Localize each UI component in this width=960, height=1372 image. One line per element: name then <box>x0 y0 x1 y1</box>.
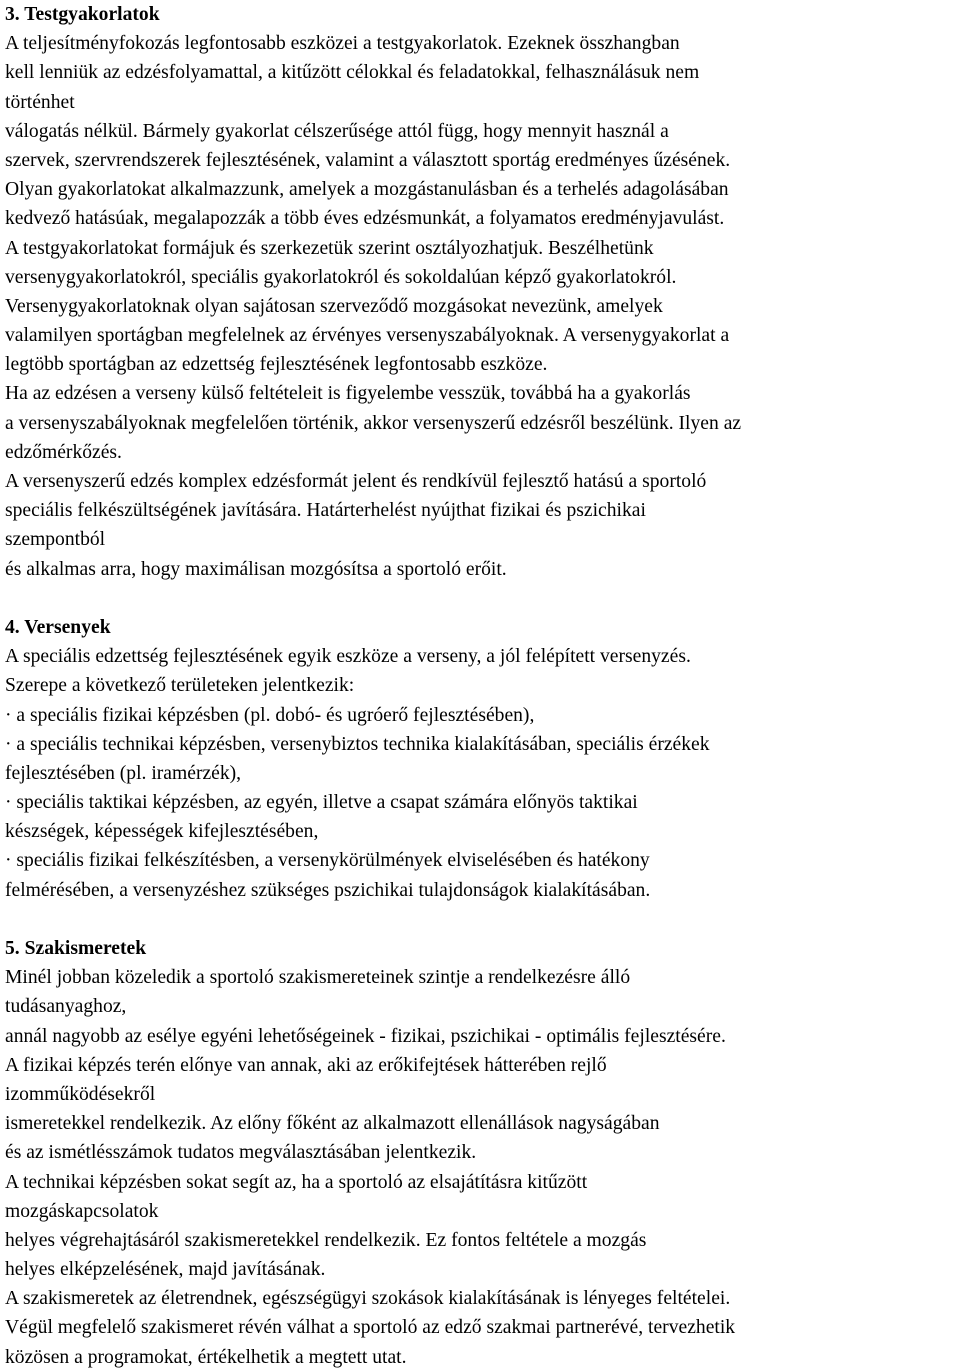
text-line: A fizikai képzés terén előnye van annak, aki az erőkifejtések hátterében rejlő <box>5 1054 607 1076</box>
text-line: és alkalmas arra, hogy maximálisan mozgósítsa a sportoló erőit. <box>5 558 507 580</box>
text-line: válogatás nélkül. Bármely gyakorlat célszerűsége attól függ, hogy mennyit használ a <box>5 120 669 142</box>
text-line: · a speciális fizikai képzésben (pl. dobó- és ugróerő fejlesztésében), <box>5 704 535 726</box>
text-line: A versenyszerű edzés komplex edzésformát jelent és rendkívül fejlesztő hatású a sportoló <box>5 471 707 492</box>
text-line: szempontból <box>5 529 106 551</box>
text-line: felmérésében, a versenyzéshez szükséges pszichikai tulajdonságok kialakításában. <box>5 879 651 901</box>
text-line: speciális felkészültségének javítására. Határterhelést nyújthat fizikai és pszichikai <box>5 500 646 522</box>
text-line: Végül megfelelő szakismeret révén válhat a sportoló az edző szakmai partnerévé, tervezhetik <box>5 1317 736 1339</box>
text-line: versenygyakorlatokról, speciális gyakorlatokról és sokoldalúan képző gyakorlatokról. <box>5 266 677 288</box>
text-line: valamilyen sportágban megfelelnek az érvényes versenyszabályoknak. A versenygyakorlat a <box>5 325 730 347</box>
text-line: helyes elképzelésének, majd javításának. <box>5 1259 326 1281</box>
document-page <box>5 0 957 1372</box>
text-line: A speciális edzettség fejlesztésének egyik eszköze a verseny, a jól felépített versenyzés. <box>5 646 691 668</box>
text-line: A technikai képzésben sokat segít az, ha a sportoló az elsajátításra kitűzött <box>5 1171 588 1193</box>
text-line: A teljesítményfokozás legfontosabb eszközei a testgyakorlatok. Ezeknek összhangban <box>5 33 680 55</box>
blank-line <box>5 905 957 934</box>
text-line: történhet <box>5 91 75 113</box>
text-line: tudásanyaghoz, <box>5 996 127 1018</box>
text-line: mozgáskapcsolatok <box>5 1200 159 1222</box>
section-heading: 3. Testgyakorlatok <box>5 4 160 25</box>
text-line: · a speciális technikai képzésben, versenybiztos technika kialakításában, speciális érzékek <box>5 733 710 755</box>
blank-line <box>5 584 957 613</box>
text-line: legtöbb sportágban az edzettség fejlesztésének legfontosabb eszköze. <box>5 354 548 376</box>
section-heading: 5. Szakismeretek <box>5 938 147 959</box>
text-line: a versenyszabályoknak megfelelően történik, akkor versenyszerű edzésről beszélünk. Ilyen az <box>5 412 742 434</box>
text-line: · speciális taktikai képzésben, az egyén, illetve a csapat számára előnyös taktikai <box>5 792 638 814</box>
text-line: Minél jobban közeledik a sportoló szakismereteinek szintje a rendelkezésre álló <box>5 967 631 989</box>
text-line: A szakismeretek az életrendnek, egészségügyi szokások kialakításának is lényeges feltételei. <box>5 1288 731 1310</box>
text-line: készségek, képességek kifejlesztésében, <box>5 821 319 843</box>
text-line: A testgyakorlatokat formájuk és szerkezetük szerint osztályozhatjuk. Beszélhetünk <box>5 237 654 259</box>
text-line: annál nagyobb az esélye egyéni lehetőségeinek - fizikai, pszichikai - optimális fejlesztésére. <box>5 1025 726 1047</box>
text-line: edzőmérkőzés. <box>5 441 122 463</box>
text-line: helyes végrehajtásáról szakismeretekkel rendelkezik. Ez fontos feltétele a mozgás <box>5 1229 647 1251</box>
text-line: Ha az edzésen a verseny külső feltételeit is figyelembe vesszük, továbbá ha a gyakorlás <box>5 383 691 405</box>
text-line: és az ismétlésszámok tudatos megválasztásában jelentkezik. <box>5 1142 477 1164</box>
text-line: szervek, szervrendszerek fejlesztésének, valamint a választott sportág eredményes űzésének. <box>5 149 731 171</box>
text-line: · speciális fizikai felkészítésben, a versenykörülmények elviselésében és hatékony <box>5 850 650 872</box>
text-line: Szerepe a következő területeken jelentkezik: <box>5 675 355 697</box>
text-line: izomműködésekről <box>5 1083 156 1105</box>
text-line: fejlesztésében (pl. iramérzék), <box>5 762 242 784</box>
text-line: kedvező hatásúak, megalapozzák a több éves edzésmunkát, a folyamatos eredményjavulást. <box>5 208 725 230</box>
text-line: Olyan gyakorlatokat alkalmazzunk, amelyek a mozgástanulásban és a terhelés adagolásában <box>5 179 729 201</box>
text-line: közösen a programokat, értékelhetik a megtett utat. <box>5 1346 407 1368</box>
text-line: Versenygyakorlatoknak olyan sajátosan szerveződő mozgásokat nevezünk, amelyek <box>5 295 663 317</box>
text-line: ismeretekkel rendelkezik. Az előny főként az alkalmazott ellenállások nagyságában <box>5 1113 660 1135</box>
text-line: kell lenniük az edzésfolyamattal, a kitűzött célokkal és feladatokkal, felhasználásuk nem <box>5 62 700 84</box>
section-heading: 4. Versenyek <box>5 616 111 638</box>
